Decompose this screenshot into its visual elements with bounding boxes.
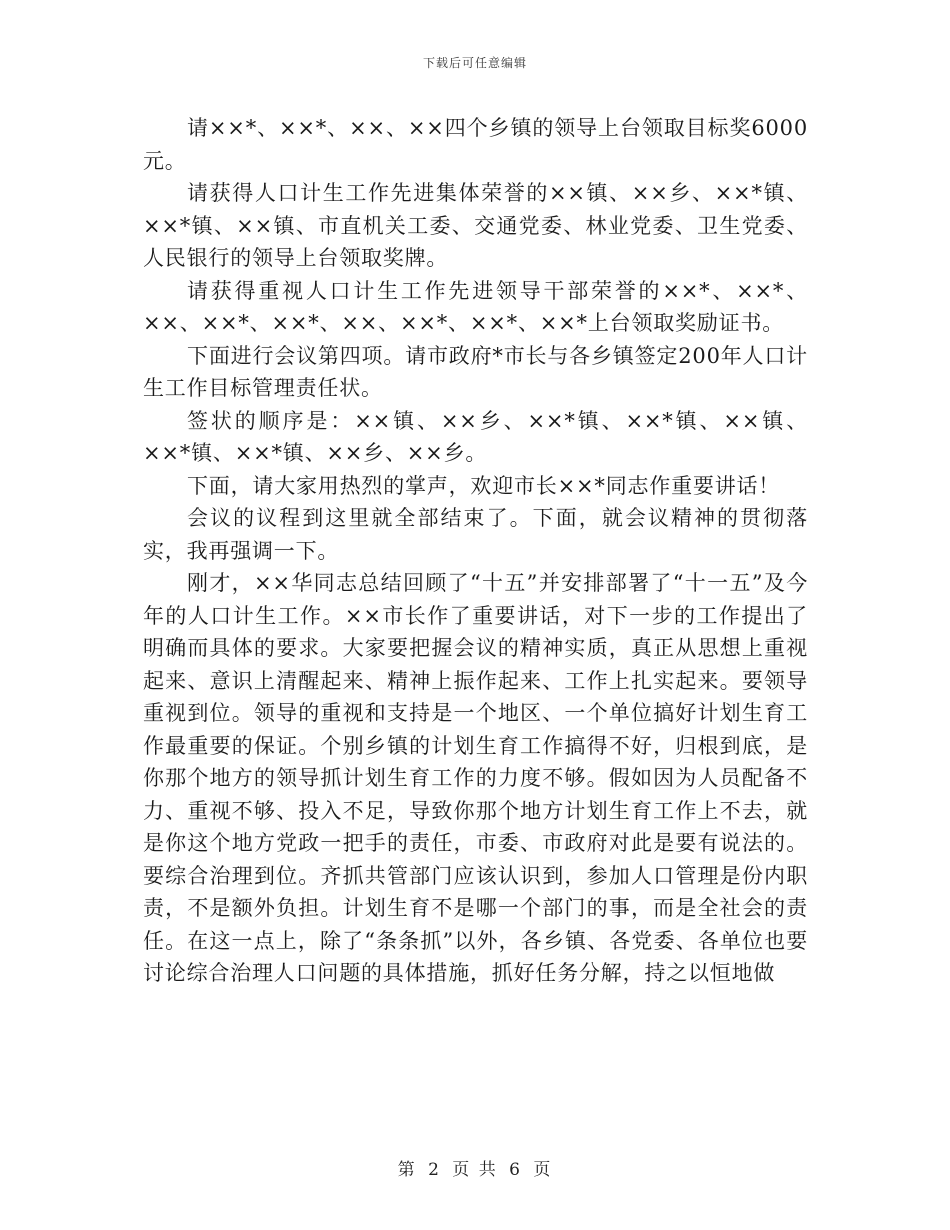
footer-prefix: 第 — [397, 1160, 417, 1180]
footer-current-page: 2 — [428, 1160, 441, 1180]
paragraph-signing-order: 签状的顺序是：××镇、××乡、××*镇、××*镇、××镇、××*镇、××*镇、××乡、××乡。 — [143, 408, 808, 465]
paragraph-agenda-end: 会议的议程到这里就全部结束了。下面，就会议精神的贯彻落实，我再强调一下。 — [143, 506, 808, 563]
paragraph-mayor-speech: 下面，请大家用热烈的掌声，欢迎市长××*同志作重要讲话！ — [187, 473, 781, 498]
page-footer — [0, 1155, 950, 1180]
paragraph-target-award: 请××*、××*、××、××四个乡镇的领导上台领取目标奖6000元。 — [143, 116, 808, 173]
document-body — [143, 112, 808, 990]
paragraph-collective-honor: 请获得人口计生工作先进集体荣誉的××镇、××乡、××*镇、××*镇、××镇、市直机关工委、交通党委、林业党委、卫生党委、人民银行的领导上台领取奖牌。 — [143, 181, 808, 270]
paragraph-emphasis: 刚才，××华同志总结回顾了“十五”并安排部署了“十一五”及今年的人口计生工作。××市长作了重要讲话，对下一步的工作提出了明确而具体的要求。大家要把握会议的精神实质，真正从思想上重视起来、意识上清醒起来、精神上振作起来、工作上扎实起来。要领导重视到位。领导的重视和支持是一个地区、一个单位搞好计划生育工作最重要的保证。个别乡镇的计划生育工作搞得不好，归根到底，是你那个地方的领导抓计划生育工作的力度不够。假如因为人员配备不力、重视不够、投入不足，导致你那个地方计划生育工作上不去，就是你这个地方党政一把手的责任，市委、市政府对此是要有说法的。要综合治理到位。齐抓共管部门应该认识到，参加人口管理是份内职责，不是额外负担。计划生育不是哪一个部门的事，而是全社会的责任。在这一点上，除了“条条抓”以外，各乡镇、各党委、各单位也要讨论综合治理人口问题的具体措施，抓好任务分解，持之以恒地做 — [143, 571, 808, 985]
footer-suffix: 页 — [533, 1160, 553, 1180]
footer-middle: 页 共 — [452, 1160, 498, 1180]
footer-total-pages: 6 — [509, 1160, 522, 1180]
paragraph-agenda-item-four: 下面进行会议第四项。请市政府*市长与各乡镇签定200年人口计生工作目标管理责任状。 — [143, 343, 808, 400]
page-header: 下载后可任意编辑 — [422, 56, 527, 70]
paragraph-leader-honor: 请获得重视人口计生工作先进领导干部荣誉的××*、××*、××、××*、××*、××、××*、××*、××*上台领取奖励证书。 — [143, 278, 808, 335]
